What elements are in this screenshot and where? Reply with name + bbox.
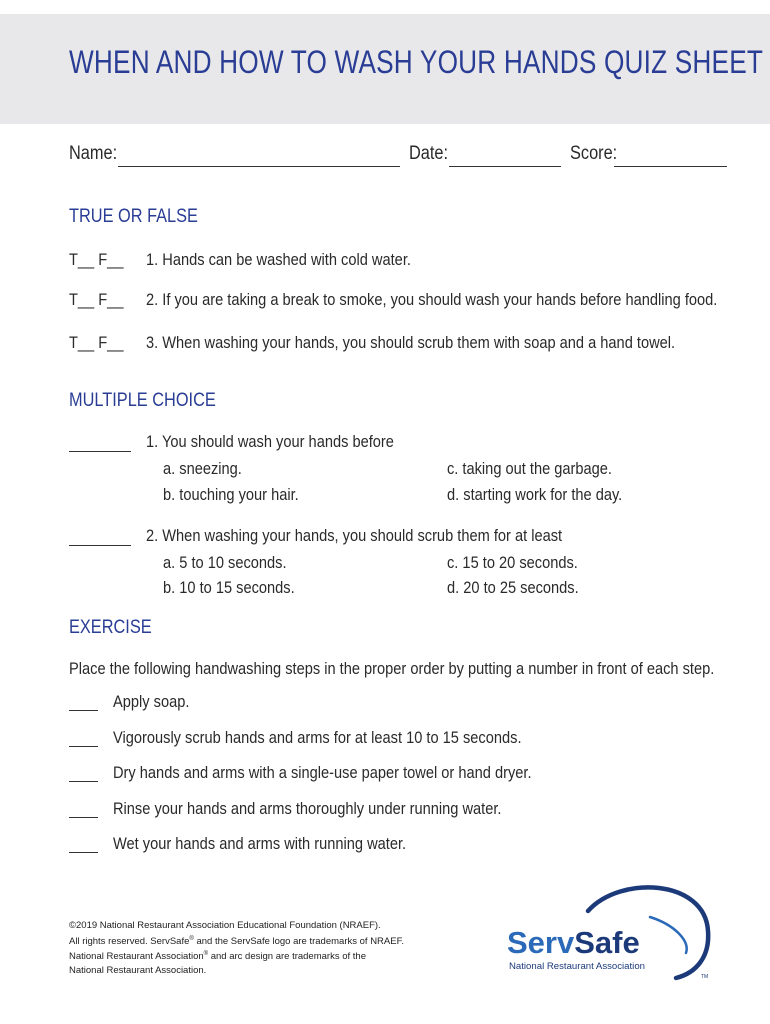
copyright-line-3: National Restaurant Association® and arc design are trademarks of the — [69, 951, 366, 963]
page-title: WHEN AND HOW TO WASH YOUR HANDS QUIZ SHEET — [69, 44, 764, 80]
exercise-step-4: Rinse your hands and arms thoroughly under running water. — [113, 799, 502, 818]
tf-question-1: 1. Hands can be washed with cold water. — [146, 250, 411, 269]
logo-tagline: National Restaurant Association — [509, 961, 645, 972]
exercise-answer-line-4[interactable] — [69, 817, 98, 818]
exercise-step-1: Apply soap. — [113, 692, 190, 711]
exercise-heading: EXERCISE — [69, 617, 152, 638]
copyright-notice — [69, 919, 449, 977]
mc-q1-option-a: a. sneezing. — [163, 459, 242, 478]
mc-q2-option-a: a. 5 to 10 seconds. — [163, 553, 287, 572]
tf-question-3: 3. When washing your hands, you should scrub them with soap and a hand towel. — [146, 333, 676, 352]
copyright-line-4: National Restaurant Association. — [69, 964, 207, 976]
name-line[interactable] — [118, 166, 400, 167]
mc-question-1: 1. You should wash your hands before — [146, 432, 394, 451]
tf-question-2: 2. If you are taking a break to smoke, you should wash your hands before handling food. — [146, 290, 718, 309]
exercise-answer-line-3[interactable] — [69, 781, 98, 782]
copyright-line-2: All rights reserved. ServSafe® and the ServSafe logo are trademarks of NRAEF. — [69, 935, 404, 947]
mc-q2-option-c: c. 15 to 20 seconds. — [447, 553, 578, 572]
exercise-step-3: Dry hands and arms with a single-use paper towel or hand dryer. — [113, 763, 532, 782]
mc-q2-option-d: d. 20 to 25 seconds. — [447, 578, 579, 597]
mc-q1-option-b: b. touching your hair. — [163, 485, 299, 504]
mc-q2-option-b: b. 10 to 15 seconds. — [163, 578, 295, 597]
logo-wordmark: ServSafe — [507, 925, 640, 960]
score-label: Score: — [570, 143, 618, 164]
mc-q1-option-d: d. starting work for the day. — [447, 485, 623, 504]
tf-answer-3[interactable]: T__ F__ — [69, 333, 124, 352]
mc-q1-option-c: c. taking out the garbage. — [447, 459, 612, 478]
copyright-line-1: ©2019 National Restaurant Association Educational Foundation (NRAEF). — [69, 920, 381, 931]
multiple-choice-heading: MULTIPLE CHOICE — [69, 390, 216, 411]
logo-arc-inner — [650, 917, 687, 953]
exercise-step-5: Wet your hands and arms with running water. — [113, 834, 407, 853]
mc-question-2: 2. When washing your hands, you should scrub them for at least — [146, 526, 563, 545]
exercise-answer-line-5[interactable] — [69, 852, 98, 853]
exercise-instructions: Place the following handwashing steps in the proper order by putting a number in front of each step. — [69, 659, 715, 678]
exercise-step-2: Vigorously scrub hands and arms for at least 10 to 15 seconds. — [113, 728, 522, 747]
date-label: Date: — [409, 143, 449, 164]
logo-trademark: TM — [701, 974, 709, 980]
true-false-heading: TRUE OR FALSE — [69, 206, 198, 227]
score-line[interactable] — [614, 166, 727, 167]
tf-answer-2[interactable]: T__ F__ — [69, 290, 124, 309]
tf-answer-1[interactable]: T__ F__ — [69, 250, 124, 269]
exercise-answer-line-1[interactable] — [69, 710, 98, 711]
servsafe-logo — [500, 883, 720, 983]
name-label: Name: — [69, 143, 118, 164]
date-line[interactable] — [449, 166, 561, 167]
mc-answer-line-2[interactable] — [69, 545, 131, 546]
exercise-answer-line-2[interactable] — [69, 746, 98, 747]
mc-answer-line-1[interactable] — [69, 451, 131, 452]
